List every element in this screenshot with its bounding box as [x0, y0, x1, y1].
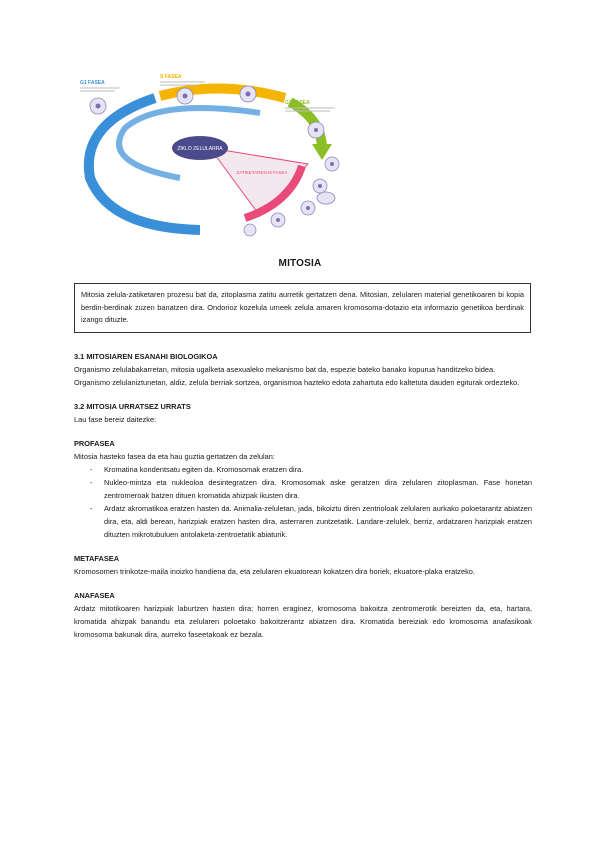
s-label: S FASEA: [160, 74, 182, 80]
metafasea-heading: METAFASEA: [74, 554, 120, 563]
cell-cycle-diagram: [70, 68, 370, 240]
g1-label: G1 FASEA: [80, 80, 105, 86]
paragraph: Organismo zelulaniztunetan, aldiz, zelula berriak sortzea, organismoa hazteko edota zahartuta edo kaltetuta dauden egiturak ordezteko.: [74, 378, 520, 387]
paragraph: Kromosomen trinkotze-maila inoizko handiena da, eta zelularen ekuatorean kokatzen dira horiek, ekuatore-plaka eratzeko.: [74, 567, 475, 576]
profasea-list: [74, 463, 532, 541]
mitosis-label: ZATIKETAREN M FASEA: [236, 170, 288, 175]
list-item: - Ardatz akromatikoa eratzen hasten da. Animalia-zeluletan, jada, bikoiztu diren zentrioloak zelularen aurkako poloetarantz abiatzen dira, eta, aldi berean, harizpiak eratzen hasten dira, asterraren zuntzetatik. Landare-zelulek, berriz, ardatzaren harizpiak eratzen dituzten mikrotubuluen antolaketa-zentroetatik abiaturik.: [92, 502, 532, 541]
paragraph: Ardatz mitotikoaren harizpiak laburtzen hasten dira; horren eraginez, kromosoma bakoitza zentromerotik bereizten da, eta, hartara, kromatida ahizpak banandu eta zelularen poloetako bakoitzerantz abiatzen dira. Kromatida bereiziak edo kromosoma anafasikoak kromosoma bakunak dira, aurreko faseetakoak ez bezala.: [74, 604, 532, 639]
list-item: - Kromatina kondentsatu egiten da. Kromosomak eratzen dira.: [92, 463, 532, 476]
paragraph: Organismo zelulabakarretan, mitosia ugalketa asexualeko mekanismo bat da, espezie bateko banako kopurua handitzeko bidea.: [74, 365, 496, 374]
g2-label: G2 FASEA: [285, 100, 310, 106]
paragraph: Lau fase bereiz daitezke:: [74, 415, 157, 424]
page-title: MITOSIA: [278, 258, 322, 269]
profasea-heading: PROFASEA: [74, 439, 115, 448]
center-label: ZIKLO ZELULARRA: [177, 146, 223, 152]
section-heading-3-1: 3.1 MITOSIAREN ESANAHI BIOLOGIKOA: [74, 352, 218, 361]
document-body: [74, 350, 532, 641]
definition-box: Mitosia zelula-zatiketaren prozesu bat da, zitoplasma zatitu aurretik gertatzen dena. Mitosian, zelularen material genetikoaren bi kopia berdin-berdinak zuzen banatzen dira. Ondorioz kozelula umeek zelula amaren kromosoma-dotazio eta informazio genetikoa berdinak izango dituzte.: [74, 283, 531, 333]
paragraph: Mitosia hasteko fasea da eta hau guztia gertatzen da zelulan:: [74, 452, 275, 461]
list-item: - Nukleo-mintza eta nukleoloa desintegratzen dira. Kromosomak aske geratzen dira zelularen zitoplasman. Fase honetan zentromeroak batzen dituen kromatida ahizpak ikusten dira.: [92, 476, 532, 502]
section-heading-3-2: 3.2 MITOSIA URRATSEZ URRATS: [74, 402, 191, 411]
anafasea-heading: ANAFASEA: [74, 591, 115, 600]
